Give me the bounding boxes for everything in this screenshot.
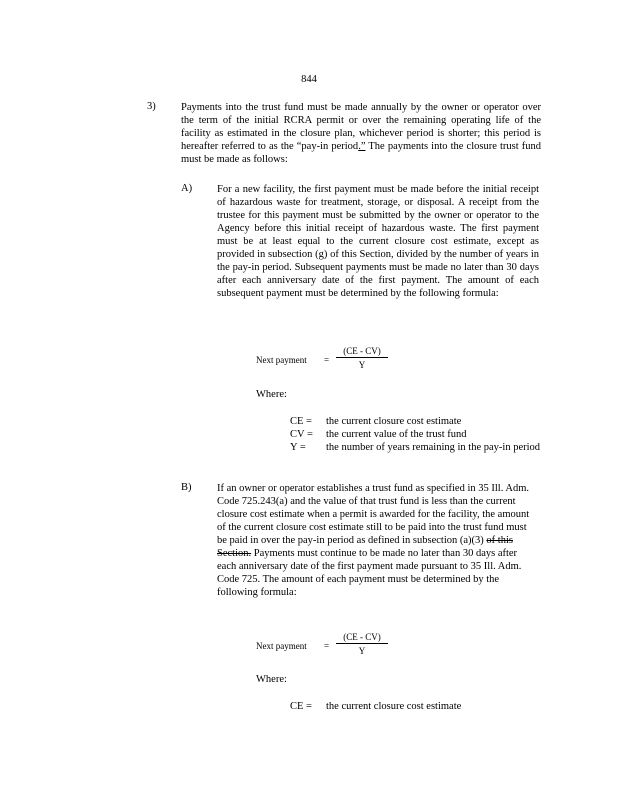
subsection-b-paragraph	[217, 482, 537, 599]
subsection-b-label: B)	[181, 482, 192, 493]
formula-a-equals: =	[324, 355, 330, 365]
formula-a-lhs: Next payment	[256, 355, 307, 365]
item-3-label: 3)	[147, 101, 156, 112]
formula-b-numerator: (CE - CV)	[336, 632, 388, 644]
item-3-text-tail: The payments into the closure trust fund must be made as follows:	[181, 141, 541, 165]
struck-text: of this Section.	[217, 535, 513, 559]
subsection-b-text: If an owner or operator establishes a trust fund as specified in 35 Ill. Adm. Code 725.243(a) and the value of that trust fund is less than the current closure cost estimate when a permit is awarded for the facility, the amount of the current closure cost estimate still to be paid into the trust fund must be paid in over the pay-in period as defined in subsection (a)(3)	[217, 483, 530, 546]
definition-text: the number of years remaining in the pay-in period	[326, 442, 541, 453]
definition-row	[290, 428, 542, 441]
definition-row	[290, 441, 542, 454]
subsection-a-label: A)	[181, 183, 193, 194]
definitions-b	[290, 700, 542, 713]
subsection-a-paragraph: For a new facility, the first payment must be made before the initial receipt of hazardous waste for treatment, storage, or disposal. A receipt from the trustee for this payment must be submitted by the owner or operator to the Agency before this initial receipt of hazardous waste. The first payment must be at least equal to the current closure cost estimate, except as provided in subsection (g) of this Section, divided by the number of years in the pay-in period. Subsequent payments must be made no later than 30 days after each anniversary date of the first payment. The amount of each subsequent payment must be determined by the following formula:	[217, 184, 539, 299]
formula-b-lhs: Next payment	[256, 641, 307, 651]
definition-symbol: CE =	[290, 701, 312, 712]
definition-symbol: CV =	[290, 429, 313, 440]
definition-text: the current closure cost estimate	[326, 701, 462, 712]
definition-text: the current closure cost estimate	[326, 416, 462, 427]
formula-b-equals: =	[324, 641, 330, 651]
item-3-paragraph	[181, 101, 541, 166]
where-label-a: Where:	[256, 389, 287, 400]
item-3-inserted-punctuation: .”	[358, 141, 366, 152]
formula-a-fraction	[336, 346, 388, 370]
definition-row	[290, 415, 542, 428]
where-label-b: Where:	[256, 674, 287, 685]
formula-b-fraction	[336, 632, 388, 656]
subsection-b-text-after: Payments must continue to be made no later than 30 days after each anniversary date of the first payment made pursuant to 35 Ill. Adm. Code 725. The amount of each payment must be determined by the following formula:	[217, 548, 522, 598]
formula-b-denominator: Y	[358, 646, 366, 656]
definitions-a	[290, 415, 542, 454]
definition-symbol: Y =	[290, 442, 306, 453]
page-number: 844	[301, 74, 317, 85]
definition-text: the current value of the trust fund	[326, 429, 467, 440]
item-3-text: Payments into the trust fund must be made annually by the owner or operator over the term of the initial RCRA permit or over the remaining operating life of the facility as estimated in the closure plan, whichever period is shorter; this period is hereafter referred to as the “pay-in period	[181, 102, 541, 152]
definition-symbol: CE =	[290, 416, 312, 427]
formula-a-denominator: Y	[358, 360, 366, 370]
definition-row	[290, 700, 542, 713]
formula-a-numerator: (CE - CV)	[336, 346, 388, 358]
